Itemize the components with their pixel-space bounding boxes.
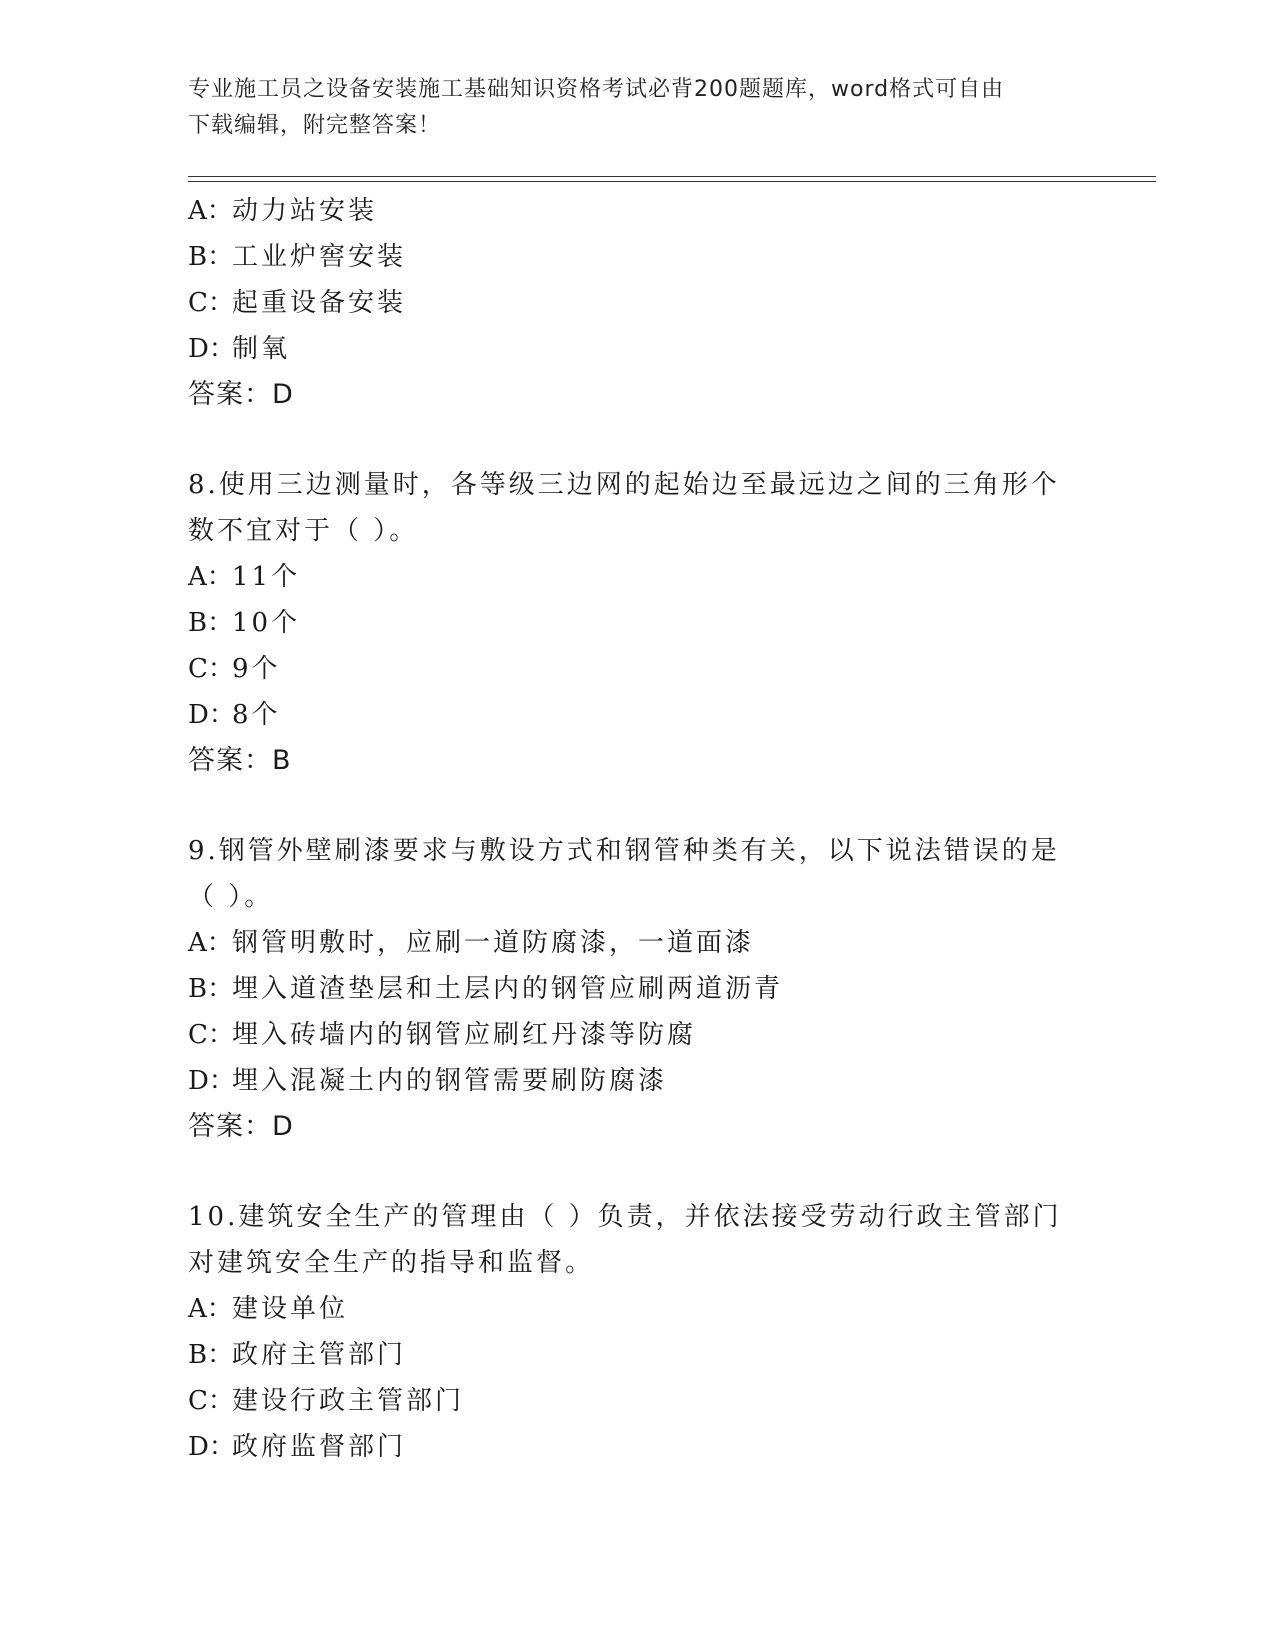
option-letter: D： [188,334,235,364]
answer-line: 答案：D [188,1111,294,1142]
question-stem-line: 数不宜对于（ ）。 [188,516,419,546]
option-letter: A： [188,928,233,958]
option-d [188,326,1088,372]
answer-line: 答案：D [188,379,294,410]
option-d [188,1058,1088,1104]
option-text: 建设单位 [232,1294,349,1324]
option-text: 制氧 [232,334,291,364]
option-b [188,966,1088,1012]
question-stem-line: 8.使用三边测量时，各等级三边网的起始边至最远边之间的三角形个 [188,470,1060,500]
question-7-options [188,188,1088,418]
option-letter: C： [188,1386,234,1416]
option-text: 9个 [232,654,281,684]
option-text: 埋入砖墙内的钢管应刷红丹漆等防腐 [232,1020,697,1050]
option-text: 政府监督部门 [232,1432,407,1462]
option-text: 工业炉窖安装 [232,242,407,272]
option-text: 政府主管部门 [232,1340,407,1370]
question-8 [188,462,1088,784]
option-text: 10个 [232,608,301,638]
option-letter: A： [188,1294,233,1324]
header-line-1: 专业施工员之设备安装施工基础知识资格考试必背200题题库，word格式可自由 [188,77,1005,102]
option-c [188,280,1088,326]
question-stem-line: （ ）。 [188,882,274,912]
option-a [188,554,1088,600]
option-text: 埋入混凝土内的钢管需要刷防腐漆 [232,1066,668,1096]
option-b [188,600,1088,646]
option-text: 起重设备安装 [232,288,407,318]
option-letter: C： [188,288,234,318]
option-a [188,1286,1088,1332]
option-letter: C： [188,654,234,684]
option-letter: B： [188,242,234,272]
option-text: 钢管明敷时，应刷一道防腐漆，一道面漆 [232,928,755,958]
header-divider [188,176,1156,182]
option-b [188,1332,1088,1378]
option-a [188,188,1088,234]
option-c [188,646,1088,692]
option-c [188,1378,1088,1424]
option-text: 11个 [232,562,301,592]
option-letter: D： [188,1432,235,1462]
question-stem-line: 9.钢管外壁刷漆要求与敷设方式和钢管种类有关，以下说法错误的是 [188,836,1060,866]
answer-line: 答案：B [188,745,292,776]
option-text: 8个 [232,700,281,730]
option-text: 建设行政主管部门 [232,1386,465,1416]
option-d [188,692,1088,738]
option-d [188,1424,1088,1470]
option-letter: D： [188,1066,235,1096]
document-body [188,188,1088,1470]
option-letter: D： [188,700,235,730]
question-9 [188,828,1088,1150]
header-line-2: 下载编辑，附完整答案！ [188,113,442,138]
option-letter: B： [188,1340,234,1370]
option-text: 埋入道渣垫层和土层内的钢管应刷两道沥青 [232,974,784,1004]
question-stem-line: 10.建筑安全生产的管理由（ ）负责，并依法接受劳动行政主管部门 [188,1202,1062,1232]
option-b [188,234,1088,280]
option-a [188,920,1088,966]
question-10 [188,1194,1088,1470]
page-header [188,72,1088,144]
option-c [188,1012,1088,1058]
option-letter: A： [188,196,233,226]
option-letter: C： [188,1020,234,1050]
option-letter: A： [188,562,233,592]
option-letter: B： [188,608,234,638]
option-letter: B： [188,974,234,1004]
option-text: 动力站安装 [232,196,378,226]
question-stem-line: 对建筑安全生产的指导和监督。 [188,1248,595,1278]
